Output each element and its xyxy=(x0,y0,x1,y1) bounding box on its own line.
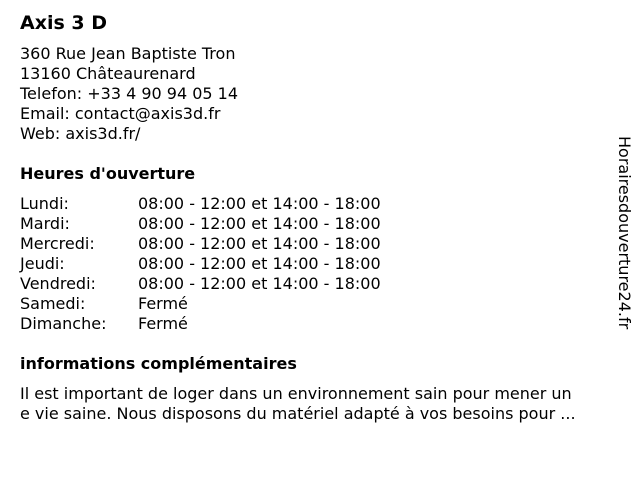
day-label: Lundi: xyxy=(20,194,69,213)
day-label: Mercredi: xyxy=(20,234,95,253)
phone-number[interactable]: Telefon: +33 4 90 94 05 14 xyxy=(20,84,239,103)
day-label: Dimanche: xyxy=(20,314,107,333)
email-address[interactable]: Email: contact@axis3d.fr xyxy=(20,104,221,123)
time-value: 08:00 - 12:00 et 14:00 - 18:00 xyxy=(138,274,381,293)
opening-hours-table xyxy=(20,194,381,334)
website-link[interactable]: Web: axis3d.fr/ xyxy=(20,124,141,143)
time-value: 08:00 - 12:00 et 14:00 - 18:00 xyxy=(138,234,381,253)
info-text-line: Il est important de loger dans un environnement sain pour mener un xyxy=(20,384,572,403)
time-value: 08:00 - 12:00 et 14:00 - 18:00 xyxy=(138,254,381,273)
additional-info-text xyxy=(20,384,626,424)
business-name: Axis 3 D xyxy=(20,12,108,34)
opening-hours-heading: Heures d'ouverture xyxy=(20,164,196,183)
day-label: Vendredi: xyxy=(20,274,96,293)
day-label: Jeudi: xyxy=(20,254,65,273)
time-value: 08:00 - 12:00 et 14:00 - 18:00 xyxy=(138,214,381,233)
day-label: Samedi: xyxy=(20,294,86,313)
site-watermark: Horairesdouverture24.fr xyxy=(615,136,634,330)
address-street: 360 Rue Jean Baptiste Tron xyxy=(20,44,236,63)
additional-info-heading: informations complémentaires xyxy=(20,354,297,373)
address-city: 13160 Châteaurenard xyxy=(20,64,196,83)
hours-row-saturday xyxy=(20,294,381,314)
time-value: Fermé xyxy=(138,314,188,333)
hours-row-wednesday xyxy=(20,234,381,254)
hours-row-tuesday xyxy=(20,214,381,234)
hours-row-friday xyxy=(20,274,381,294)
contact-block xyxy=(20,44,238,144)
hours-row-monday xyxy=(20,194,381,214)
hours-row-thursday xyxy=(20,254,381,274)
hours-row-sunday xyxy=(20,314,381,334)
time-value: 08:00 - 12:00 et 14:00 - 18:00 xyxy=(138,194,381,213)
time-value: Fermé xyxy=(138,294,188,313)
day-label: Mardi: xyxy=(20,214,70,233)
info-text-line: e vie saine. Nous disposons du matériel adapté à vos besoins pour ... xyxy=(20,404,576,423)
